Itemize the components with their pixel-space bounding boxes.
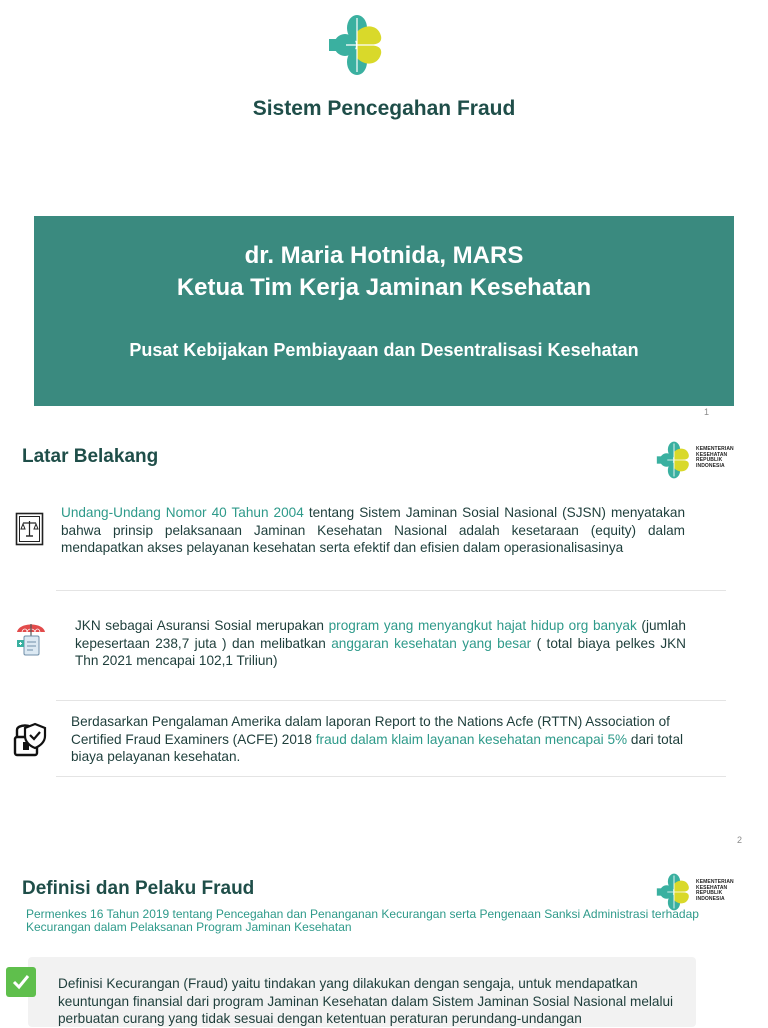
- divider: [56, 590, 726, 591]
- fraud-definition: Definisi Kecurangan (Fraud) yaitu tindakan yang dilakukan dengan sengaja, untuk mendapatkan keuntungan finansial dari program Jaminan Kesehatan dalam Sistem Jaminan Sosial Nasional melalui perbuatan curang yang tidak sesuai dengan ketentuan peraturan perundang-undangan: [58, 976, 674, 1026]
- regulation-reference: Permenkes 16 Tahun 2019 tentang Pencegahan dan Penanganan Kecurangan serta Pengenaan Sanksi Administrasi terhadap Kecurangan dalam Pelaksanan Program Jaminan Kesehatan: [26, 907, 699, 934]
- background-item-2: JKN sebagai Asuransi Sosial merupakan program yang menyangkut hajat hidup org banyak (jumlah kepesertaan 238,7 juta ) dan melibatkan anggaran kesehatan yang besar ( total biaya pelkes JKN Thn 2021 mencapai 102,1 Triliun): [75, 618, 686, 668]
- security-lock-icon: [13, 720, 49, 758]
- kemenkes-logo-icon: [326, 14, 388, 76]
- background-item-1: Undang-Undang Nomor 40 Tahun 2004 tentang Sistem Jaminan Sosial Nasional (SJSN) menyatakan bahwa prinsip pelaksanaan Jaminan Kesehatan Nasional adalah kesetaraan (equity) dalam mendapatkan akses pelayanan kesehatan serta efektif dan efisien dalam operasionalisasinya: [61, 505, 686, 555]
- presenter-unit: Pusat Kebijakan Pembiayaan dan Desentralisasi Kesehatan: [129, 340, 639, 360]
- presenter-name: dr. Maria Hotnida, MARS: [244, 242, 524, 269]
- background-item-3: Berdasarkan Pengalaman Amerika dalam laporan Report to the Nations Acfe (RTTN) Association of Certified Fraud Examiners (ACFE) 2018 fraud dalam klaim layanan kesehatan mencapai 5% dari total biaya pelayanan kesehatan.: [71, 714, 684, 764]
- page-number: 2: [737, 835, 743, 845]
- ministry-wordmark: KEMENTERIAN KESEHATAN REPUBLIK INDONESIA: [696, 879, 734, 902]
- page-number: 1: [704, 407, 710, 417]
- presenter-role: Ketua Tim Kerja Jaminan Kesehatan: [176, 274, 592, 301]
- section-title: Latar Belakang: [22, 446, 159, 467]
- health-insurance-icon: [15, 620, 47, 658]
- kemenkes-logo-icon: [655, 873, 693, 911]
- divider: [56, 700, 726, 701]
- divider: [56, 776, 726, 777]
- title-banner: [34, 216, 734, 406]
- check-icon: [6, 967, 36, 997]
- kemenkes-logo-icon: [655, 441, 693, 479]
- slide-1-title: Sistem Pencegahan Fraud: [252, 97, 516, 120]
- section-title: Definisi dan Pelaku Fraud: [22, 878, 255, 899]
- ministry-wordmark: KEMENTERIAN KESEHATAN REPUBLIK INDONESIA: [696, 446, 734, 469]
- law-book-icon: [15, 512, 45, 546]
